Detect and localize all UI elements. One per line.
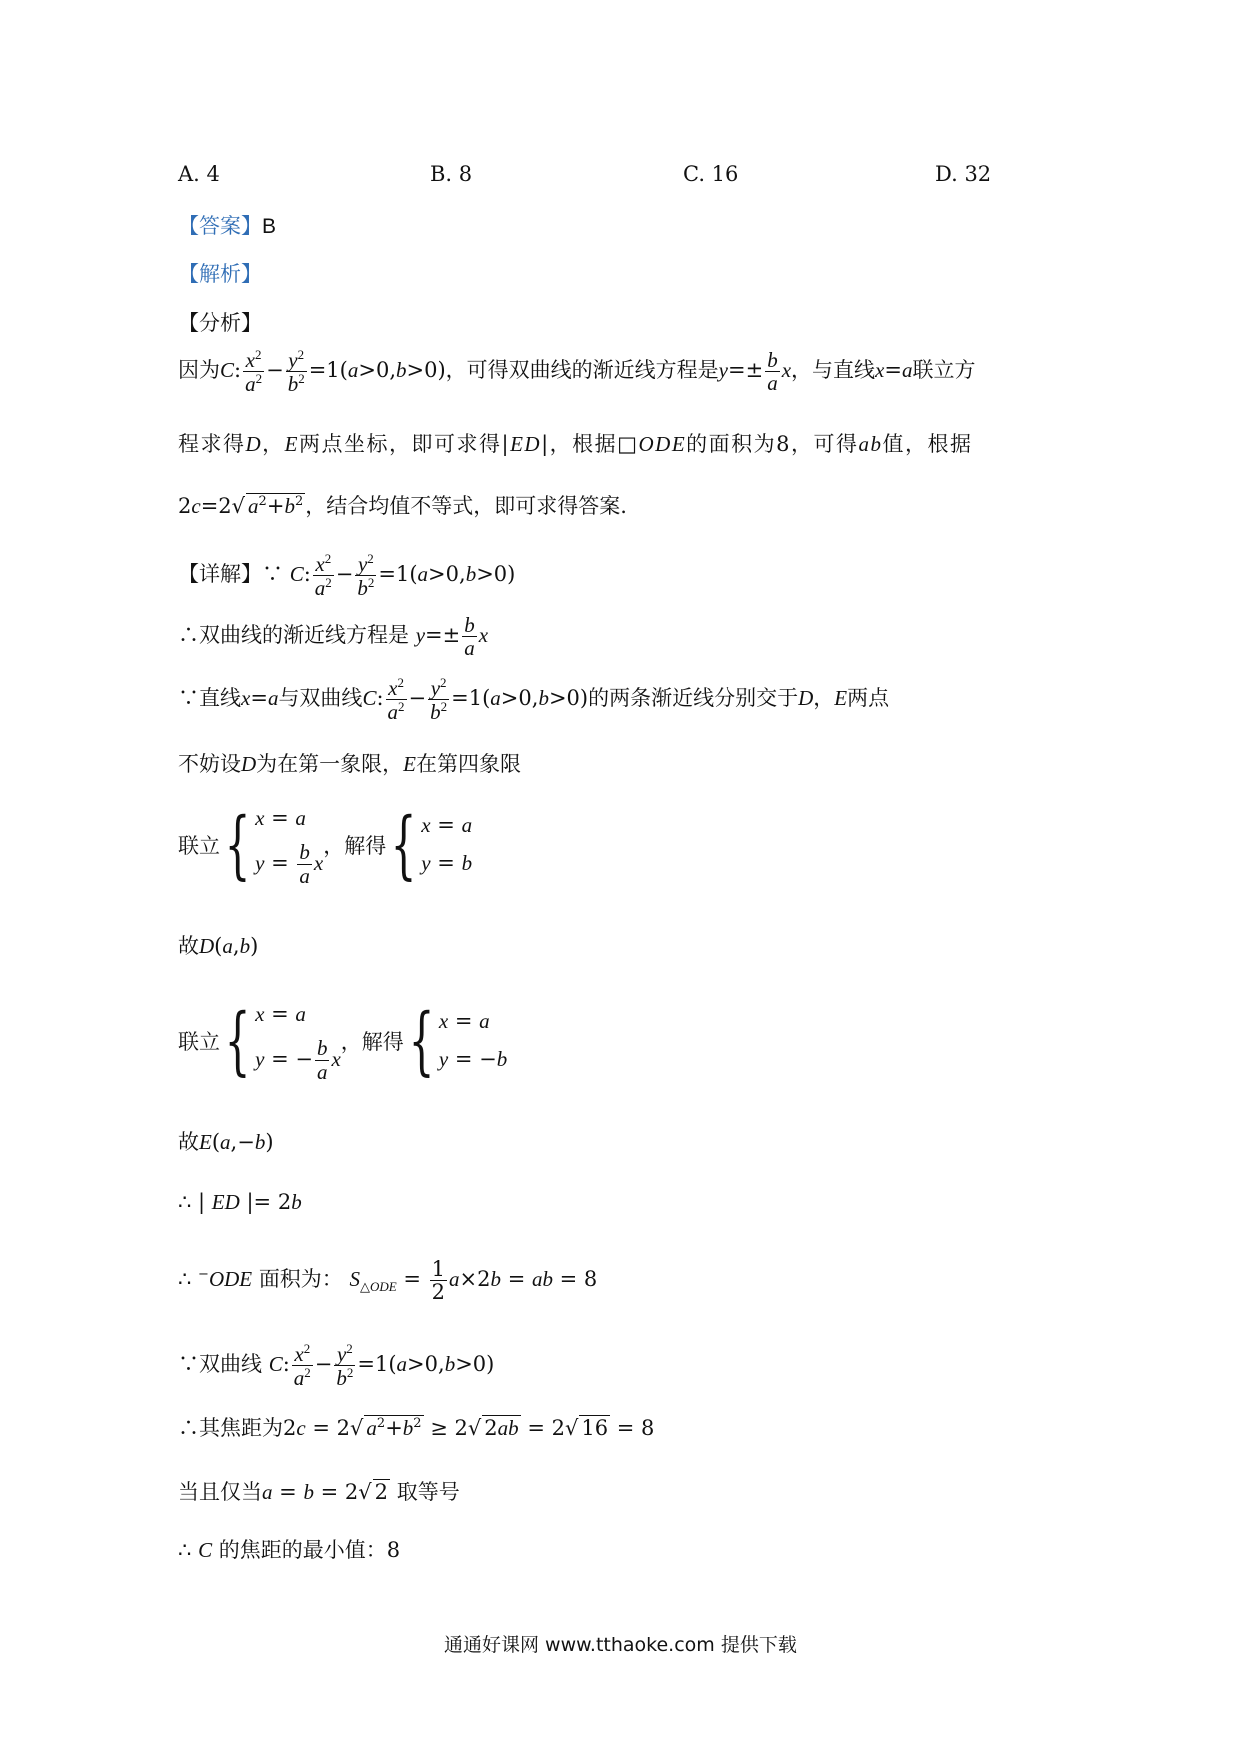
option-c: C. 16 bbox=[683, 162, 739, 186]
option-b: B. 8 bbox=[430, 162, 473, 186]
answer-line bbox=[178, 210, 276, 240]
fenxi-line-1: 因为C: $\frac{x^2}{a^2}$ − $\frac{y^2}{b^2}$ =1(a>0,b>0)，可得双曲线的渐近线方程是y=± $\frac{b}{a}$ x，与直线x=a联立方 bbox=[178, 347, 976, 397]
system-1: 联立{ x = a y = $\frac{b}{a}$ x ，解得{ x = a y = b bbox=[178, 802, 473, 888]
fenxi-line-2: 程求得D，E两点坐标，即可求得|ED|，根据□ODE的面积为8，可得ab值，根据 bbox=[178, 432, 973, 456]
detail-line-1: 【详解】∵ C: $\frac{x^2}{a^2}$ − $\frac{y^2}{b^2}$ =1(a>0,b>0) bbox=[178, 551, 516, 601]
analysis-label: 【解析】 bbox=[178, 262, 262, 286]
option-d: D. 32 bbox=[935, 162, 992, 186]
footer-text: 通通好课网 www.tthaoke.com 提供下载 bbox=[444, 1634, 797, 1656]
answer-value: B bbox=[262, 215, 277, 238]
point-e: 故E(a,−b) bbox=[178, 1130, 274, 1154]
system-2: 联立{ x = a y = − $\frac{b}{a}$ x ，解得{ x = a y = − b bbox=[178, 998, 508, 1084]
hyperbola-line: ∵双曲线 C: $\frac{x^2}{a^2}$ − $\frac{y^2}{b^2}$ =1(a>0,b>0) bbox=[178, 1341, 495, 1391]
fenxi-line-3: 2c=2√ $a^2+b^2$，结合均值不等式，即可求得答案. bbox=[178, 494, 627, 518]
detail-line-4: 不妨设D为在第一象限，E在第四象限 bbox=[178, 752, 521, 776]
focal-line: ∴其焦距为2c = 2√ $a^2+b^2 \ge 2√$ 2ab = 2√ 16 = 8 bbox=[178, 1416, 655, 1440]
fenxi-label: 【分析】 bbox=[178, 311, 262, 335]
detail-line-2: ∴双曲线的渐近线方程是 y=± $\frac{b}{a}$ x bbox=[178, 613, 489, 661]
equality-line: 当且仅当a = b = 2√ 2 取等号 bbox=[178, 1480, 460, 1504]
point-d: 故D(a,b) bbox=[178, 934, 259, 958]
answer-label: 【答案】 bbox=[178, 214, 262, 238]
ed-length: ∴ | ED |= 2b bbox=[178, 1190, 302, 1214]
area-line: ∴ −ODE 面积为： $S_{\triangle ODE}$ = $\frac{1}{2}$ a×2b = ab = 8 bbox=[178, 1257, 598, 1305]
option-a: A. 4 bbox=[178, 162, 220, 186]
detail-line-3: ∵直线x=a与双曲线C: $\frac{x^2}{a^2}$ − $\frac{y^2}{b^2}$ =1(a>0,b>0)的两条渐近线分别交于D，E两点 bbox=[178, 675, 890, 725]
final-line: ∴ C 的焦距的最小值：8 bbox=[178, 1538, 401, 1562]
